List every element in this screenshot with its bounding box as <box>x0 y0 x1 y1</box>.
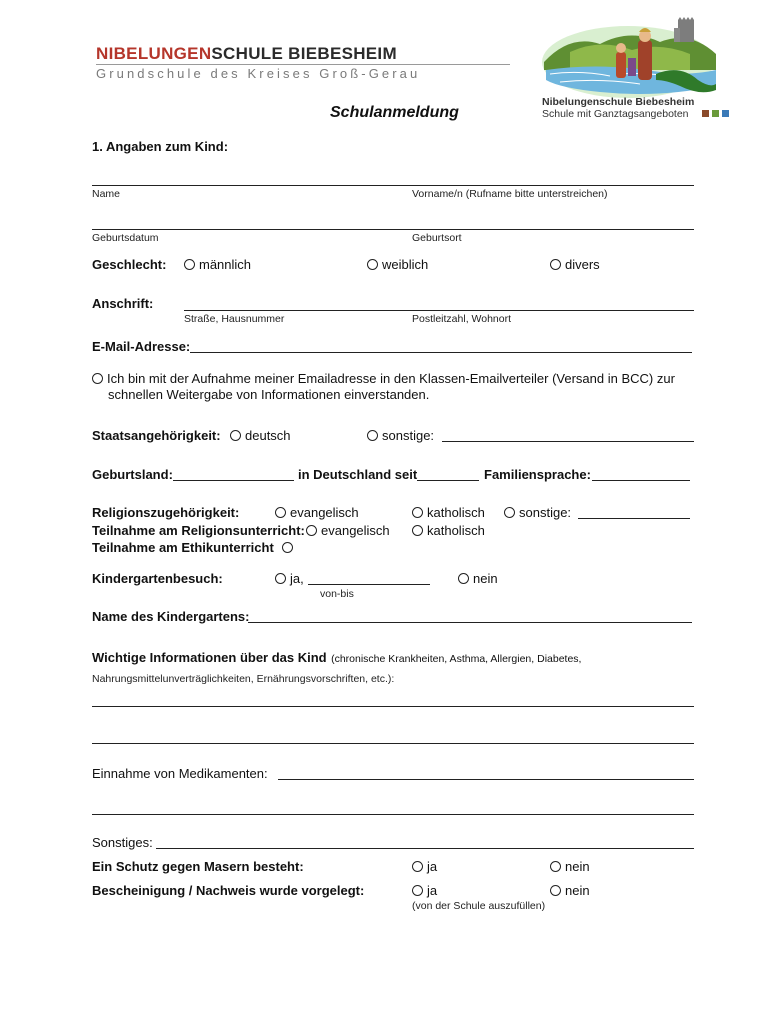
logo-tagline-row <box>542 108 729 120</box>
kiga-name-line[interactable] <box>248 622 692 623</box>
kiga-ja-label: ja, <box>290 571 304 586</box>
medikamente-line-2[interactable] <box>92 814 694 815</box>
radio-icon[interactable] <box>412 525 423 536</box>
wichtig-note-1: (chronische Krankheiten, Asthma, Allergien, Diabetes, <box>331 653 582 665</box>
geschlecht-maennlich-option[interactable] <box>184 257 251 272</box>
section-heading-1: 1. Angaben zum Kind: <box>92 139 229 154</box>
email-line[interactable] <box>190 352 692 353</box>
religionsunterricht-label: Teilnahme am Religionsunterricht: <box>92 523 305 538</box>
masern-label: Ein Schutz gegen Masern besteht: <box>92 859 304 874</box>
radio-icon[interactable] <box>230 430 241 441</box>
religion-sonstige-label: sonstige: <box>519 505 572 520</box>
radio-icon[interactable] <box>282 542 293 553</box>
geburtsland-label: Geburtsland: <box>92 467 173 482</box>
email-consent-text-2: schnellen Weitergabe von Informationen einverstanden. <box>108 387 430 402</box>
radio-icon[interactable] <box>412 885 423 896</box>
radio-icon[interactable] <box>306 525 317 536</box>
kiga-name-label: Name des Kindergartens: <box>92 609 250 624</box>
radio-icon[interactable] <box>504 507 515 518</box>
in-deutschland-label: in Deutschland seit <box>298 467 418 482</box>
radio-icon[interactable] <box>550 861 561 872</box>
radio-icon[interactable] <box>367 259 378 270</box>
geburtsort-label: Geburtsort <box>412 232 462 244</box>
masern-ja-label: ja <box>427 859 438 874</box>
schule-note: (von der Schule auszufüllen) <box>412 900 546 912</box>
strasse-label: Straße, Hausnummer <box>184 313 285 325</box>
staats-deutsch-label: deutsch <box>245 428 291 443</box>
religion-sonstige-line[interactable] <box>578 518 690 519</box>
kiga-nein-option[interactable] <box>458 571 498 586</box>
ru-ev-option[interactable] <box>306 523 390 538</box>
email-consent-text-1: Ich bin mit der Aufnahme meiner Emailadresse in den Klassen-Emailverteiler (Versand in BCC) zur <box>107 371 675 386</box>
wichtig-label: Wichtige Informationen über das Kind <box>92 650 327 665</box>
staats-deutsch-option[interactable] <box>230 428 291 443</box>
von-bis-label: von-bis <box>320 588 354 600</box>
medikamente-label: Einnahme von Medikamenten: <box>92 766 268 781</box>
religion-sonstige-option[interactable] <box>504 505 571 520</box>
ethik-option[interactable] <box>282 540 297 555</box>
radio-icon[interactable] <box>275 573 286 584</box>
kiga-von-bis-line[interactable] <box>308 584 430 585</box>
school-subtitle: Grundschule des Kreises Groß-Gerau <box>96 66 421 81</box>
geschlecht-label: Geschlecht: <box>92 257 167 272</box>
bescheinigung-label: Bescheinigung / Nachweis wurde vorgelegt: <box>92 883 365 898</box>
geschlecht-weiblich-label: weiblich <box>382 257 429 272</box>
radio-icon[interactable] <box>275 507 286 518</box>
geschlecht-divers-label: divers <box>565 257 600 272</box>
religion-kath-label: katholisch <box>427 505 485 520</box>
email-consent-option[interactable] <box>92 371 675 386</box>
radio-icon[interactable] <box>458 573 469 584</box>
sonstiges-line[interactable] <box>156 848 694 849</box>
in-deutschland-line[interactable] <box>417 480 479 481</box>
ru-kath-label: katholisch <box>427 523 485 538</box>
color-square-green <box>712 110 719 117</box>
document-title: Schulanmeldung <box>330 104 459 121</box>
radio-icon[interactable] <box>550 885 561 896</box>
religion-ev-option[interactable] <box>275 505 359 520</box>
bescheinigung-ja-option[interactable] <box>412 883 437 898</box>
masern-nein-option[interactable] <box>550 859 590 874</box>
radio-icon[interactable] <box>92 373 103 384</box>
wichtig-line-1[interactable] <box>92 706 694 707</box>
school-name <box>96 44 397 64</box>
bescheinigung-ja-label: ja <box>427 883 438 898</box>
bescheinigung-nein-option[interactable] <box>550 883 590 898</box>
kiga-nein-label: nein <box>473 571 498 586</box>
wichtig-line-2[interactable] <box>92 743 694 744</box>
wichtig-row <box>92 649 581 667</box>
staats-label: Staatsangehörigkeit: <box>92 428 221 443</box>
color-square-blue <box>722 110 729 117</box>
ru-kath-option[interactable] <box>412 523 485 538</box>
staats-sonstige-option[interactable] <box>367 428 434 443</box>
religion-kath-option[interactable] <box>412 505 485 520</box>
geschlecht-weiblich-option[interactable] <box>367 257 428 272</box>
email-label: E-Mail-Adresse: <box>92 339 191 354</box>
kiga-label: Kindergartenbesuch: <box>92 571 223 586</box>
familiensprache-line[interactable] <box>592 480 690 481</box>
geschlecht-maennlich-label: männlich <box>199 257 252 272</box>
staats-sonstige-line[interactable] <box>442 441 694 442</box>
vorname-label: Vorname/n (Rufname bitte unterstreichen) <box>412 188 608 200</box>
name-label: Name <box>92 188 121 200</box>
radio-icon[interactable] <box>412 507 423 518</box>
staats-sonstige-label: sonstige: <box>382 428 435 443</box>
wichtig-note-2: Nahrungsmittelunverträglichkeiten, Ernährungsvorschriften, etc.): <box>92 673 395 685</box>
radio-icon[interactable] <box>550 259 561 270</box>
school-logo-illustration <box>540 14 720 100</box>
school-name-dark: SCHULE BIEBESHEIM <box>211 44 397 63</box>
medikamente-line[interactable] <box>278 779 694 780</box>
familiensprache-label: Familiensprache: <box>484 467 591 482</box>
religion-ev-label: evangelisch <box>290 505 359 520</box>
radio-icon[interactable] <box>367 430 378 441</box>
school-name-red: NIBELUNGEN <box>96 44 212 63</box>
masern-nein-label: nein <box>565 859 590 874</box>
kiga-ja-option[interactable] <box>275 571 304 586</box>
logo-tagline: Schule mit Ganztagsangeboten <box>542 108 689 120</box>
ethik-label: Teilnahme am Ethikunterricht <box>92 540 274 555</box>
sonstiges-label: Sonstiges: <box>92 835 153 850</box>
anschrift-line[interactable] <box>184 310 694 311</box>
masern-ja-option[interactable] <box>412 859 437 874</box>
logo-school-name: Nibelungenschule Biebesheim <box>542 96 695 108</box>
header-divider <box>96 64 510 65</box>
geburt-line[interactable] <box>92 229 694 230</box>
ru-ev-label: evangelisch <box>321 523 390 538</box>
geburtsland-line[interactable] <box>173 480 294 481</box>
color-square-brown <box>702 110 709 117</box>
bescheinigung-nein-label: nein <box>565 883 590 898</box>
name-line[interactable] <box>92 185 694 186</box>
geschlecht-divers-option[interactable] <box>550 257 600 272</box>
anschrift-label: Anschrift: <box>92 296 154 311</box>
radio-icon[interactable] <box>412 861 423 872</box>
radio-icon[interactable] <box>184 259 195 270</box>
geburtsdatum-label: Geburtsdatum <box>92 232 159 244</box>
plz-label: Postleitzahl, Wohnort <box>412 313 512 325</box>
religion-label: Religionszugehörigkeit: <box>92 505 240 520</box>
